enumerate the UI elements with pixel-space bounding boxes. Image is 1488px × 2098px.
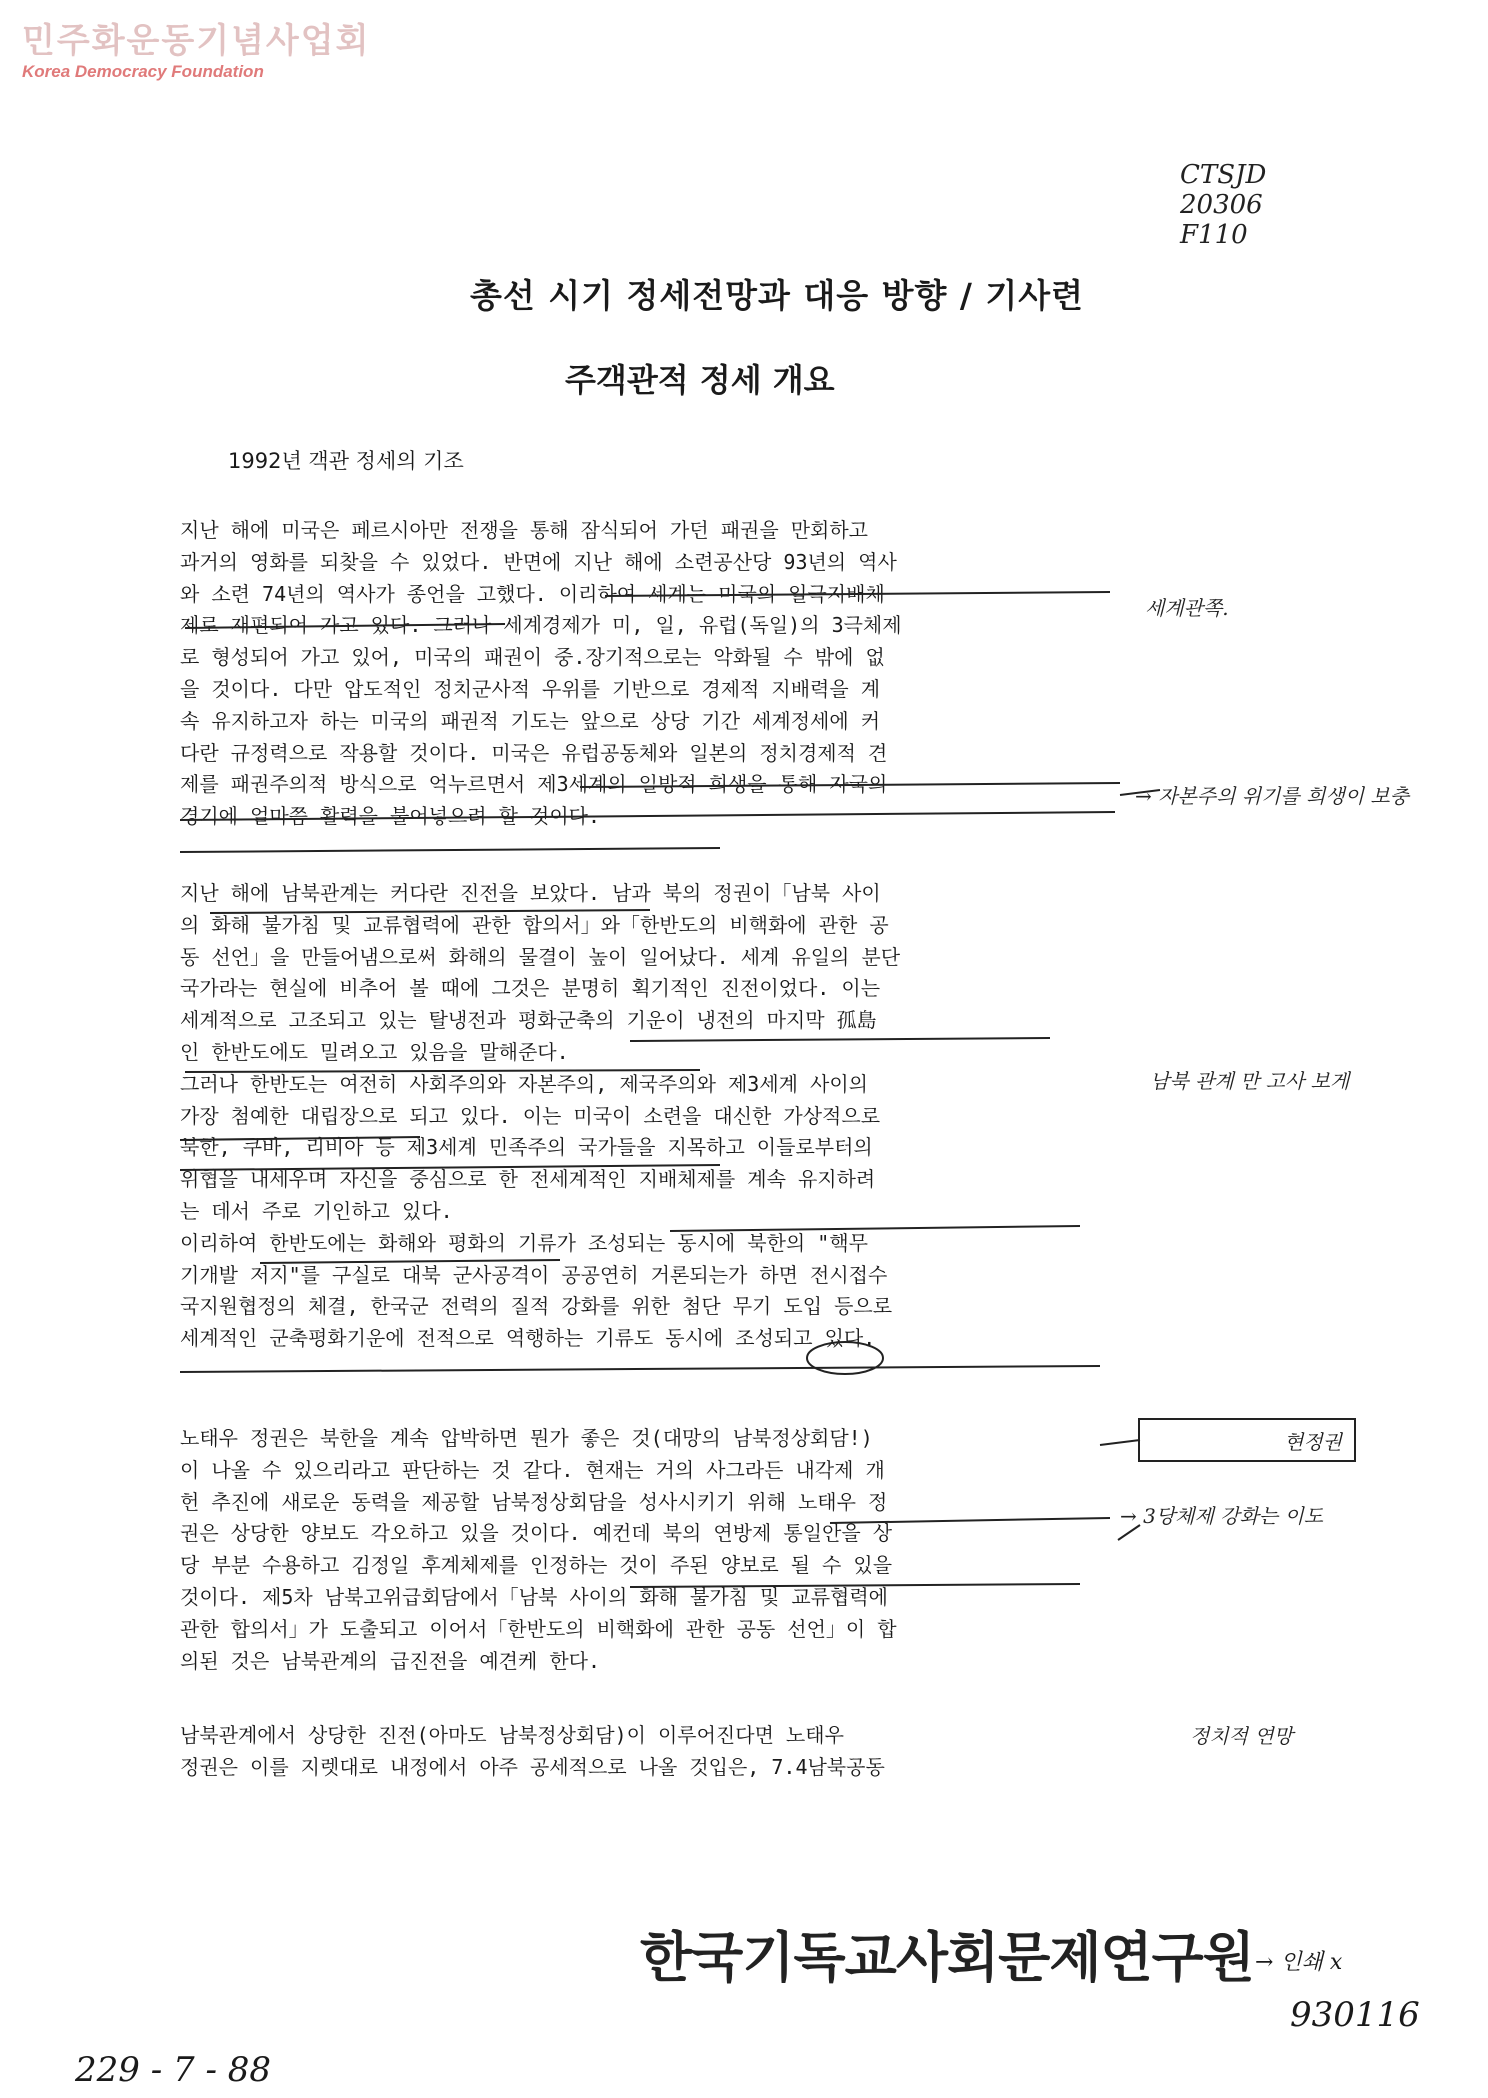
watermark-english: Korea Democracy Foundation (22, 62, 264, 81)
code-line: 20306 (1180, 190, 1263, 220)
document-number: 930116 (1290, 1995, 1420, 2035)
underline-mark (580, 783, 1120, 787)
text-line: 것이다. 제5차 남북고위급회담에서「남북 사이의 화해 불가침 및 교류협력에 (180, 1584, 888, 1609)
code-line: CTSJD (1180, 160, 1267, 190)
code-line: F110 (1180, 220, 1248, 250)
text-line: 관한 합의서」가 도출되고 이어서「한반도의 비핵화에 관한 공동 선언」이 합 (180, 1616, 897, 1641)
underline-mark (830, 1518, 1110, 1523)
underline-mark (630, 1584, 1080, 1587)
text-line: 이리하여 한반도에는 화해와 평화의 기류가 조성되는 동시에 북한의 "핵무 (180, 1230, 868, 1255)
underline-mark (180, 848, 720, 852)
text-line: 남북관계에서 상당한 진전(아마도 남북정상회담)이 이루어진다면 노태우 (180, 1723, 844, 1747)
archive-number: 229 - 7 - 88 (75, 2050, 271, 2090)
text-line: 권은 상당한 양보도 각오하고 있을 것이다. 예컨데 북의 연방제 통일안을 상 (180, 1521, 893, 1546)
text-line: 인 한반도에도 밀려오고 있음을 말해준다. (180, 1039, 569, 1064)
text-line: 의 화해 불가침 및 교류협력에 관한 합의서」와「한반도의 비핵화에 관한 공 (180, 912, 889, 937)
text-line: 과거의 영화를 되찾을 수 있었다. 반면에 지난 해에 소련공산당 93년의 역사 (180, 549, 897, 574)
text-line: 노태우 정권은 북한을 계속 압박하면 뭔가 좋은 것(대망의 남북정상회담!) (180, 1426, 873, 1450)
circle-mark (807, 1342, 883, 1374)
underline-mark (260, 1260, 560, 1263)
text-line: 세계적으로 고조되고 있는 탈냉전과 평화군축의 기운이 냉전의 마지막 孤島 (180, 1008, 877, 1033)
underline-mark (630, 1038, 1050, 1041)
underline-mark (180, 1165, 720, 1170)
margin-note-2: → 자본주의 위기를 희생이 보충 (1135, 784, 1410, 808)
text-line: 경기에 얼마쯤 활력을 불어넣으려 할 것이다. (180, 804, 601, 829)
margin-note-1: 세계관쪽. (1145, 596, 1229, 620)
text-line: 세계적인 군축평화기운에 전적으로 역행하는 기류도 동시에 조성되고 있다. (180, 1326, 876, 1351)
text-line: 속 유지하고자 하는 미국의 패권적 기도는 앞으로 상당 기간 세계정세에 커 (180, 708, 881, 733)
margin-box-note: 현정권 (1138, 1418, 1356, 1462)
text-line: 와 소련 74년의 역사가 종언을 고했다. 이리하여 세계는 미국의 일극지배체 (180, 581, 885, 606)
section-heading: 1992년 객관 정세의 기조 (228, 449, 464, 473)
text-line: 로 형성되어 가고 있어, 미국의 패권이 중.장기적으로는 악화될 수 밖에 없 (180, 645, 885, 670)
underline-mark (180, 812, 1115, 820)
document-subtitle: 주객관적 정세 개요 (565, 361, 835, 399)
text-line: 국가라는 현실에 비추어 볼 때에 그것은 분명히 획기적인 진전이었다. 이는 (180, 976, 881, 1001)
text-line: 북한, 쿠바, 리비아 등 제3세계 민족주의 국가들을 지목하고 이들로부터의 (180, 1135, 873, 1160)
stamp-note: → 인쇄 x (1255, 1950, 1343, 1975)
text-line: 위협을 내세우며 자신을 중심으로 한 전세계적인 지배체제를 계속 유지하려 (180, 1167, 876, 1192)
text-line: 가장 첨예한 대립장으로 되고 있다. 이는 미국이 소련을 대신한 가상적으로 (180, 1103, 881, 1128)
text-line: 을 것이다. 다만 압도적인 정치군사적 우위를 기반으로 경제적 지배력을 계 (180, 676, 881, 701)
underline-mark (670, 1226, 1080, 1231)
margin-note-4: 정치적 연망 (1190, 1724, 1293, 1748)
margin-arrow-note: → 3당체제 강화는 이도 (1120, 1504, 1324, 1528)
text-line: 정권은 이를 지렛대로 내정에서 아주 공세적으로 나올 것입은, 7.4남북공동 (180, 1754, 885, 1779)
text-line: 동 선언」을 만들어냄으로써 화해의 물결이 높이 일어났다. 세계 유일의 분단 (180, 944, 901, 969)
text-line: 의된 것은 남북관계의 급진전을 예견케 한다. (180, 1648, 601, 1673)
text-line: 기개발 저지"를 구실로 대북 군사공격이 공공연히 거론되는가 하면 전시접수 (180, 1262, 888, 1287)
margin-note-3: 남북 관계 만 고사 보게 (1150, 1069, 1350, 1093)
text-line: 다란 규정력으로 작용할 것이다. 미국은 유럽공동체와 일본의 정치경제적 견 (180, 740, 888, 765)
organization-stamp: 한국기독교사회문제연구원 (640, 1926, 1254, 1989)
underline-mark (605, 592, 1110, 596)
text-line: 지난 해에 미국은 페르시아만 전쟁을 통해 잠식되어 가던 패권을 만회하고 (180, 518, 868, 542)
underline-mark (185, 1070, 700, 1072)
arrow-mark (1100, 1440, 1140, 1445)
text-line: 지난 해에 남북관계는 커다란 진전을 보았다. 남과 북의 정권이「남북 사이 (180, 881, 881, 905)
text-line: 국지원협정의 체결, 한국군 전력의 질적 강화를 위한 첨단 무기 도입 등으로 (180, 1294, 893, 1319)
text-line: 제를 패권주의적 방식으로 억누르면서 제3세계의 일방적 희생을 통해 자국의 (180, 772, 888, 797)
document-title: 총선 시기 정세전망과 대응 방향 / 기사련 (470, 276, 1085, 315)
underline-mark (180, 1366, 1100, 1372)
underline-mark (185, 624, 505, 628)
text-line: 당 부분 수용하고 김정일 후계체제를 인정하는 것이 주된 양보로 될 수 있을 (180, 1553, 893, 1578)
underline-mark (180, 1137, 420, 1140)
text-line: 그러나 한반도는 여전히 사회주의와 자본주의, 제국주의와 제3세계 사이의 (180, 1071, 868, 1096)
text-line: 이 나올 수 있으리라고 판단하는 것 같다. 현재는 거의 사그라든 내각제 개 (180, 1457, 885, 1482)
text-line: 제로 재편되어 가고 있다. 그러나 세계경제가 미, 일, 유럽(독일)의 3극체제 (180, 613, 902, 638)
text-line: 헌 추진에 새로운 동력을 제공할 남북정상회담을 성사시키기 위해 노태우 정 (180, 1489, 888, 1514)
text-line: 는 데서 주로 기인하고 있다. (180, 1198, 453, 1223)
watermark-korean: 민주화운동기념사업회 (22, 21, 371, 61)
underline-mark (210, 910, 650, 913)
